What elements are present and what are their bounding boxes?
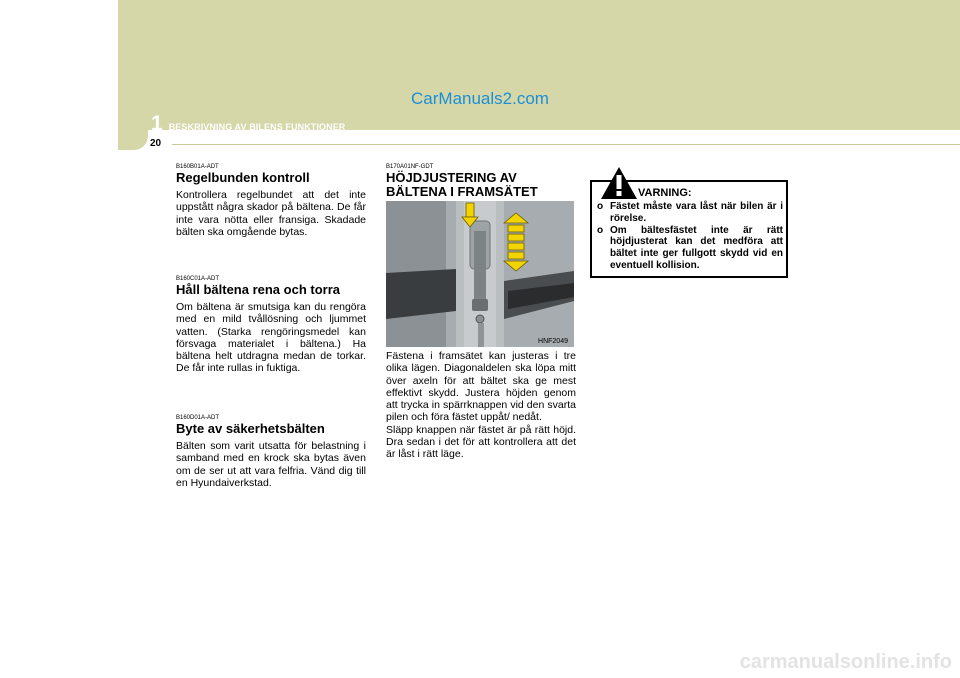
- section-heading-line1: HÖJDJUSTERING AV: [386, 170, 517, 185]
- section-heading: Håll bältena rena och torra: [176, 282, 340, 297]
- chapter-heading: [151, 112, 345, 136]
- seatbelt-anchor-figure: [386, 201, 574, 347]
- warning-item: [597, 201, 783, 225]
- section-heading: Byte av säkerhetsbälten: [176, 421, 325, 436]
- section-replacement: [176, 414, 366, 489]
- section-code: B160C01A-ADT: [176, 276, 220, 282]
- section-code: B170A01NF-GDT: [386, 164, 434, 170]
- section-height-adjust-body: [386, 350, 576, 461]
- warning-item: [597, 225, 783, 272]
- site-link[interactable]: CarManuals2.com: [411, 89, 549, 108]
- warning-list: [597, 201, 783, 272]
- section-heading-line2: BÄLTENA I FRAMSÄTET: [386, 184, 538, 199]
- chapter-number: 1: [151, 112, 163, 135]
- warning-exclamation-icon: [600, 166, 638, 200]
- section-text: Släpp knappen när fästet är på rätt höjd. Dra sedan i det för att kontrollera att det är låst i rätt läge.: [386, 423, 576, 461]
- section-text: Om bältena är smutsiga kan du rengöra med en mild tvållösning och ljummet vatten. (Starka rengöringsmedel kan försvaga materialet i bältena.) Ha bältena helt utdragna medan de torkar. De får inte rullas in fuktiga.: [176, 301, 366, 375]
- page-divider: [172, 144, 960, 145]
- section-keep-clean: [176, 275, 366, 375]
- header-tab: [118, 130, 148, 150]
- section-regular-check: [176, 163, 366, 238]
- section-code: B160B01A-ADT: [176, 164, 219, 170]
- page-number: 20: [150, 138, 162, 149]
- section-code: B160D01A-ADT: [176, 415, 220, 421]
- warning-title: VARNING:: [638, 187, 692, 199]
- section-text: Kontrollera regelbundet att det inte uppstått några skador på bältena. De får inte vara nötta eller fransiga. Skadade bälten ska omgående bytas.: [176, 189, 366, 238]
- seatbelt-anchor-illustration: [386, 201, 574, 347]
- section-text: Bälten som varit utsatta för belastning i samband med en krock ska bytas även om de ser ut att vara felfria. Vänd dig till en Hyundaiverkstad.: [176, 440, 366, 489]
- warning-bullet: o: [597, 224, 604, 236]
- chapter-title: BESKRIVNING AV BILENS FUNKTIONER: [168, 122, 346, 132]
- section-text: Fästena i framsätet kan justeras i tre olika lägen. Diagonaldelen ska löpa mitt över axeln för att bältet ska ge mest effektivt skydd. Justera höjden genom att trycka in spärrknappen vid den svarta pilen och föra fästet uppåt/ nedåt.: [386, 350, 576, 424]
- figure-code: HNF2049: [538, 338, 568, 345]
- warning-text: Om bältesfästet inte är rätt höjdjusterat kan det medföra att bältet inte ger fullgott skydd vid en eventuell kollision.: [610, 224, 783, 271]
- header-band: [118, 0, 960, 130]
- warning-bullet: o: [597, 201, 604, 212]
- footer-watermark[interactable]: carmanualsonline.info: [739, 651, 952, 673]
- section-heading: Regelbunden kontroll: [176, 170, 310, 185]
- warning-text: Fästet måste vara låst när bilen är i rörelse.: [610, 201, 783, 224]
- section-height-adjust: [386, 163, 576, 199]
